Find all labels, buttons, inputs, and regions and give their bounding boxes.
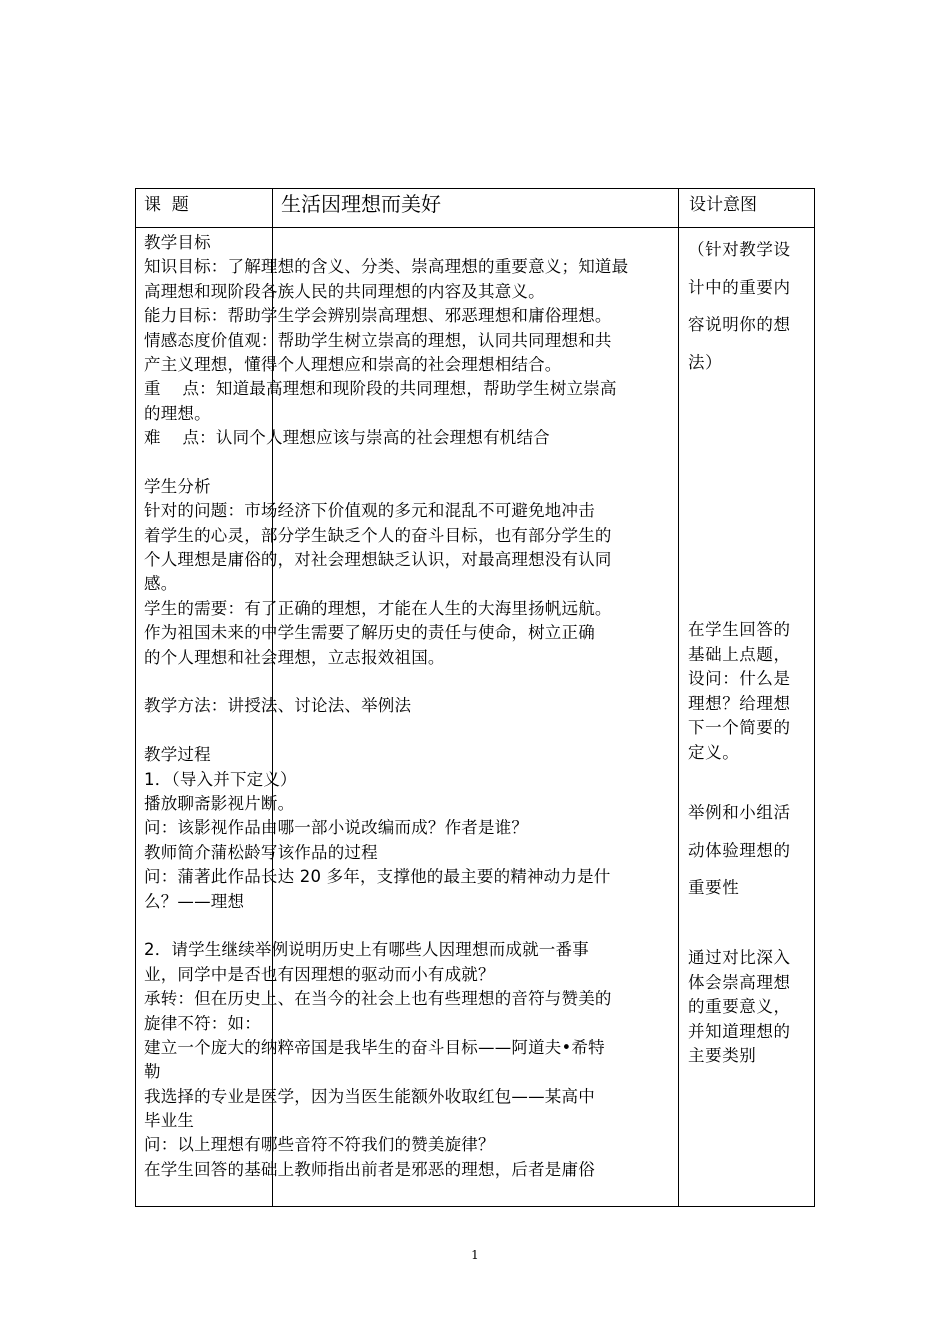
content-line: 感。 xyxy=(144,574,178,594)
design-note-line: 下一个简要的 xyxy=(688,718,791,737)
page-number: 1 xyxy=(471,1248,479,1262)
design-intent-heading: 设计意图 xyxy=(689,195,757,215)
content-line: 的理想。 xyxy=(144,403,211,423)
content-line: 的个人理想和社会理想，立志报效祖国。 xyxy=(144,647,445,667)
design-note-line: 基础上点题， xyxy=(688,644,791,664)
content-line: 业，同学中是否也有因理想的驱动而小有成就？ xyxy=(144,964,495,984)
content-line: 播放聊斋影视片断。 xyxy=(144,793,295,813)
content-line: 教学过程 xyxy=(144,745,211,765)
design-note-instructions xyxy=(688,231,810,381)
content-line: 难 点：认同个人理想应该与崇高的社会理想有机结合 xyxy=(144,428,550,448)
content-line: 建立一个庞大的纳粹帝国是我毕生的奋斗目标——阿道夫•希特 xyxy=(144,1037,605,1057)
design-note-line: 设问：什么是 xyxy=(688,669,791,688)
design-note-line: 重要性 xyxy=(688,878,740,897)
content-line: 针对的问题：市场经济下价值观的多元和混乱不可避免地冲击 xyxy=(144,501,595,521)
content-line: 知识目标：了解理想的含义、分类、崇高理想的重要意义；知道最 xyxy=(144,257,629,277)
design-note-line: 并知道理想的 xyxy=(688,1021,791,1041)
content-line: 么？——理想 xyxy=(144,891,245,911)
design-note-line: 定义。 xyxy=(688,742,740,762)
content-line: 重 点：知道最高理想和现阶段的共同理想，帮助学生树立崇高 xyxy=(144,379,617,399)
design-note-line: 动体验理想的 xyxy=(688,840,791,860)
design-note-line: 通过对比深入 xyxy=(688,948,791,967)
content-line: 高理想和现阶段各族人民的共同理想的内容及其意义。 xyxy=(144,281,545,301)
content-line xyxy=(144,670,674,694)
content-line: 情感态度价值观：帮助学生树立崇高的理想，认同共同理想和共 xyxy=(144,330,612,350)
content-line: 1．（导入并下定义） xyxy=(144,769,297,789)
content-line: 个人理想是庸俗的，对社会理想缺乏认识，对最高理想没有认同 xyxy=(144,550,612,570)
content-line: 我选择的专业是医学，因为当医生能额外收取红包——某高中 xyxy=(144,1086,595,1106)
design-note-line: 举例和小组活 xyxy=(688,803,791,822)
lesson-content xyxy=(144,231,674,1182)
content-line: 教学方法：讲授法、讨论法、举例法 xyxy=(144,696,412,716)
content-line: 教师简介蒲松龄写该作品的过程 xyxy=(144,842,378,862)
content-line xyxy=(144,719,674,743)
column-divider xyxy=(678,189,679,1206)
content-line: 作为祖国未来的中学生需要了解历史的责任与使命，树立正确 xyxy=(144,623,595,643)
content-line: 学生的需要：有了正确的理想，才能在人生的大海里扬帆远航。 xyxy=(144,598,612,618)
header-row-divider xyxy=(136,227,814,228)
design-note-line: 主要类别 xyxy=(688,1046,757,1065)
design-note-line: 法） xyxy=(688,352,723,372)
design-note-definition xyxy=(688,618,810,765)
content-line: 2．请学生继续举例说明历史上有哪些人因理想而成就一番事 xyxy=(144,940,589,960)
content-line: 承转：但在历史上、在当今的社会上也有些理想的音符与赞美的 xyxy=(144,989,612,1009)
content-line: 教学目标 xyxy=(144,233,211,252)
content-line: 毕业生 xyxy=(144,1111,195,1131)
content-line: 学生分析 xyxy=(144,476,211,496)
lesson-plan-table xyxy=(135,188,815,1207)
content-line: 着学生的心灵，部分学生缺乏个人的奋斗目标，也有部分学生的 xyxy=(144,525,612,545)
topic-label: 课 题 xyxy=(144,195,189,215)
content-line: 勒 xyxy=(144,1062,161,1082)
lesson-title: 生活因理想而美好 xyxy=(281,192,441,216)
design-note-line: 计中的重要内 xyxy=(688,277,791,297)
content-line: 在学生回答的基础上教师指出前者是邪恶的理想，后者是庸俗 xyxy=(144,1159,595,1179)
content-line: 产主义理想，懂得个人理想应和崇高的社会理想相结合。 xyxy=(144,354,562,374)
content-line: 问：该影视作品由哪一部小说改编而成？作者是谁？ xyxy=(144,818,529,838)
content-line: 问：以上理想有哪些音符不符我们的赞美旋律？ xyxy=(144,1135,495,1155)
content-line: 旋律不符：如： xyxy=(144,1013,261,1033)
content-line: 问：蒲著此作品长达 20 多年，支撑他的最主要的精神动力是什 xyxy=(144,867,611,887)
design-note-line: 的重要意义， xyxy=(688,997,791,1016)
content-line: 能力目标：帮助学生学会辨别崇高理想、邪恶理想和庸俗理想。 xyxy=(144,306,612,326)
content-line xyxy=(144,451,674,475)
design-note-line: 容说明你的想 xyxy=(688,315,791,334)
content-line xyxy=(144,914,674,938)
design-note-line: 理想？给理想 xyxy=(688,693,791,713)
design-note-activities xyxy=(688,794,810,907)
design-note-line: 体会崇高理想 xyxy=(688,972,791,992)
design-note-line: （针对教学设 xyxy=(688,240,791,259)
design-note-line: 在学生回答的 xyxy=(688,620,791,639)
design-note-comparison xyxy=(688,946,810,1069)
